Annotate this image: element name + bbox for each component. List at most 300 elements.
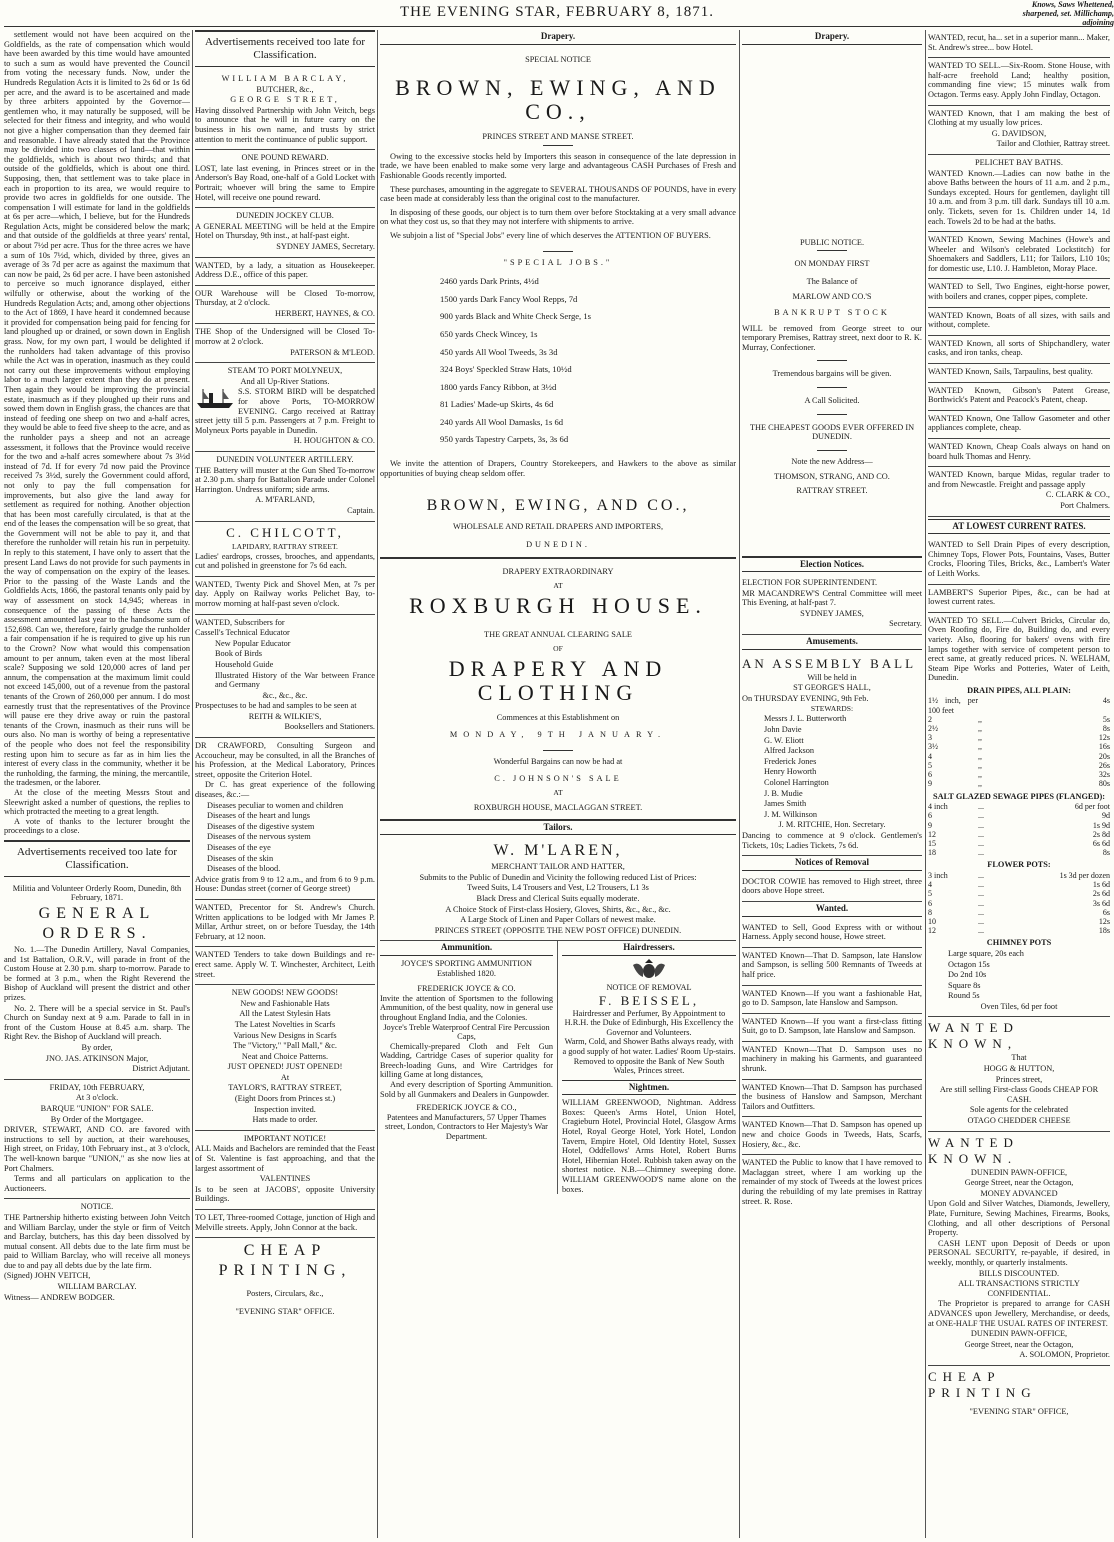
steward-name: Colonel Harrington [764, 778, 829, 787]
shop-body: THE Shop of the Undersigned will be Closed To-morrow at 2 o'clock. [195, 327, 375, 347]
hairdressers-column [558, 941, 736, 1194]
price-cell: ... [978, 898, 984, 908]
price-cell: 4s [1102, 696, 1110, 706]
price-cell: ,, [978, 724, 982, 734]
important-valentines: VALENTINES [259, 1174, 311, 1184]
price-cell: 6 [928, 770, 932, 780]
drain-row [928, 715, 1110, 724]
printing-ad [195, 1238, 375, 1321]
pick-ad [195, 577, 375, 615]
barclay-ad [195, 71, 375, 150]
cassell-item: Book of Birds [215, 649, 263, 659]
steward-name: G. W. Eliott [764, 735, 804, 745]
drapery-invite: We invite the attention of Drapers, Country Storekeepers, and Hawkers to the above as similar opportunities of buying cheap seldom offer. [380, 459, 736, 478]
steam-ad [195, 363, 375, 452]
steward-name: J. M. Wilkinson [764, 809, 817, 819]
hogg-cheese: OTAGO CHEDDER CHEESE [967, 1116, 1071, 1126]
cassell-item: New Popular Educator [215, 638, 291, 648]
steam-body: S.S. STORM BIRD will be despatched for above Ports, TO-MORROW EVENING. Cargo received at Rattray street jetty till 5 p.m. Passengers at 7 p.m. Freight to Molyneux Ports payable in Dunedin. [195, 387, 375, 435]
orders-no1: No. 1.—The Dunedin Artillery, Naval Companies, and 1st Battalion, O.R.V., will parade in front of the Custom House at 2.30 p.m. sharp to-morrow. Parade to be formed at 3 p.m., when the Right Reverend the Bishop of Auckland will present the district and other prizes. [4, 945, 190, 1003]
goods-item: Neat and Choice Patterns. [241, 1051, 329, 1061]
goods-doors: (Eight Doors from Princes st.) [234, 1094, 336, 1104]
price-cell: ... [978, 838, 984, 848]
wanted-list-body: WANTED Known, all sorts of Shipchandlery, water casks, and iron tanks, cheap. [928, 338, 1110, 358]
goods-open: JUST OPENED! JUST OPENED! [227, 1062, 343, 1072]
joyce-body2: Chemically-prepared Cloth and Felt Gun Wadding, Cartridge Cases of superior quality for Breech-loading Guns, and Wire Cartridges for killing Game at long distances, [380, 1041, 553, 1080]
flower-row [928, 880, 1110, 889]
drain-row [928, 752, 1110, 761]
election-ad [742, 575, 922, 635]
sewage-row [928, 821, 1110, 830]
barque-time: At 3 o'clock. [75, 1093, 119, 1103]
article-body: settlement would not have been acquired on the Goldfields, as the rate of compensation which would have been awarded by this time would have amounted to such a sum as would have prevented the Council from voting the necessary funds. Now, under the Hundreds Regulation Acts it is limited to 2s 6d or 1s 6d per acre, and the award is to be ascertained and made by three arbiters appointed by the Governor—gentlemen who, it may naturally be supposed, will be selected for their fitness and integrity, and who would not give a higher compensation than they deemed fair and reasonable. I have already stated that the Province may be divided into two classes of land—that within the goldfields, which is about two thirds; and that outside of the goldfields, which is about one third. Supposing, then, that settlement was to take place in each in proportion to its area, we would require to provide two acres in goldfields for one outside. The compensation I will estimate for land in the goldfields at 6s per acre—which, I believe, but for the Hundreds Regulation Acts, might be considered below the mark; and that outside of the goldfields at three years' rental, or about 7½d per acre. Thus for the three acres we have a sum of 10s 7½d, which, divided by three, gives an average of 3s 7d per acre as against the maximum that can now be paid, 2s 6d per acre. I have been astonished to perceive so much ignorance displayed, either wilfully or otherwise, about the working of the Hundreds Regulation Acts; and, among other objections to the Act of 1869, I have heard it condemned because it provided for compensation being paid for fencing for land ploughed up or drained, or sown down in English grass. Now, for my own part, I would be delighted if the runholders had taken advantage of this proviso while the Act was in operation, inasmuch as they could not carry out these improvements without employing labor to a much larger extent than they do at present. Then again they would be improving the provincial estate, inasmuch as if they ploughed up their runs and sowed them down in English grass, the chances are that instead of feeding one sheep on two and a-half acres, they would be able to feed five sheep to the acre, and as the runholder pays a sheep and not an acreage assessment, it follows that the Province would receive for the two and a-half acres somewhere about 7s 3½d instead of 7d. If for every 7d now paid the Province received 7s 3½d, surely the Government could afford, not only to pay the full compensation for improvements, but also give the land away for settlement as required for nothing. Another objection that has been most carefully circulated, is that at the end of the leases the compensation will be so great, that the Government will not be able to pay it, and that therefore the runholder will retain his run in perpetuity. In reply to this statement, I have only to assert that the present Land Laws do not provide for such payments in the way of compensation on the expiry of the leases. Prior to the passing of the Waste Lands and the Goldfields Acts, 1866, the pastoral tenants only paid by way of assessment on stock 14,945; whereas in consequence of the passing of these Acts the assessment amounted last year to the handsome sum of 152,698. Can we, therefore, fairly grudge the runholder a fair compensation if he is required to give up his run to the Crown? Now what would this compensation amount to per annum, taken even at the most liberal scale? Supposing we sold 120,000 acres of land per annum, the compensation at the maximum limit could not exceed 145,000, out of a revenue from the pastoral tenants of the Crown of 260,000 per annum. I do most earnestly trust that the representatives of the Province will pause ere they drive away or ruin the pastoral tenants of the Crown, inasmuch as their runs will be ours also. No man is worthy of being a representative of the people who does not feel the responsibility resting upon him to secure as far as in him lies the interest of every class in the community, whether it be the runholding, the farming, the mining, the mercantile, the tradesmen, or the laborer. [4, 30, 190, 788]
artillery-ad [195, 452, 375, 522]
hairdressers-heading: Hairdressers. [562, 941, 736, 956]
barque-body: DRIVER, STEWART, AND CO. are favored with instructions to sell by auction, at their warehouses, High street, on Friday, 10th February inst., at 3 o'clock, The well-known barque "UNION," as she now lies at Port Chalmers. [4, 1125, 190, 1173]
wanted-ad [742, 1080, 922, 1118]
price-cell: 6d per foot [1074, 802, 1110, 812]
column-divider [739, 30, 740, 1538]
election-secretary: Secretary. [889, 619, 922, 629]
joyce-body: Invite the attention of Sportsmen to the following Ammunition, of the best quality, now in general use throughout England India, and the Colonies. [380, 993, 553, 1022]
chilcott-body: Ladies' eardrops, crosses, brooches, and appendants, cut and polished in greenstone for 7s 6d each. [195, 551, 375, 571]
wanted-list-ad [928, 411, 1110, 439]
drapery-p3: In disposing of these goods, our object is to turn them over before Stocktaking at a very small advance on what they cost us, so that they may not interfere with shipments to arrive. [380, 207, 736, 227]
important-ad [195, 1131, 375, 1210]
pawn-body: Upon Gold and Silver Watches, Diamonds, Jewellery, Plate, Furniture, Sewing Machines, Firearms, Books, Clothing, and all other descriptions of Personal Property. [928, 1199, 1110, 1238]
pawn-address: George Street, near the Octagon, [964, 1178, 1074, 1188]
hogg-name: HOGG & HUTTON, [983, 1064, 1055, 1074]
drapery-p2: These purchases, amounting in the aggregate to SEVERAL THOUSANDS OF POUNDS, have in every case been made at considerably less than the original cost to the manufacturer. [380, 184, 736, 204]
printing-title: CHEAP PRINTING, [218, 1242, 352, 1280]
jockey-title: DUNEDIN JOCKEY CLUB. [236, 211, 334, 221]
pick-body: WANTED, Twenty Pick and Shovel Men, at 7s per day. Apply on Railway works Pelichet Bay, to-morrow morning at half-past seven o'clock. [195, 579, 375, 608]
important-body: ALL Maids and Bachelors are reminded that the Feast of St. Valentine is fast approaching, and that the largest assortment of [195, 1144, 375, 1173]
crawford-advice: Advice gratis from 9 to 12 a.m., and from 6 to 9 p.m. House: Dundas street (corner of George street) [195, 874, 375, 894]
ball-secretary: J. M. RITCHIE, Hon. Secretary. [778, 820, 886, 830]
firm-address: PRINCES STREET AND MANSE STREET. [482, 132, 634, 142]
price-cell: 9d [1102, 811, 1110, 821]
pawn-conf: ALL TRANSACTIONS STRICTLY CONFIDENTIAL. [958, 1279, 1080, 1298]
hogg-street: Princes street, [995, 1074, 1043, 1084]
price-cell: 1s 3d per dozen [1059, 870, 1110, 880]
price-cell: 2 [928, 714, 932, 724]
hogg-ad [928, 1017, 1110, 1131]
rates-heading: AT LOWEST CURRENT RATES. [928, 519, 1110, 535]
ammunition-column [380, 941, 558, 1194]
hogg-that: That [1011, 1053, 1027, 1063]
tenders-ad [195, 947, 375, 985]
price-cell: 4 [928, 751, 932, 761]
baths-ad [928, 155, 1110, 232]
orders-title: GENERAL ORDERS. [38, 905, 156, 943]
barque-title: BARQUE "UNION" FOR SALE. [40, 1103, 154, 1113]
cassell-item: Illustrated History of the War between France and Germany [215, 670, 375, 690]
joyce-body4: Patentees and Manufacturers, 57 Upper Thames street, London, Contractors to Her Majesty's War Department. [385, 1112, 548, 1142]
beissel-body3: Removed to opposite the Bank of New South Wales, Princes street. [573, 1056, 725, 1076]
ball-hall: ST GEORGE'S HALL, [793, 683, 871, 693]
marlow-monday: ON MONDAY FIRST [794, 259, 870, 269]
printing-office-2: "EVENING STAR" OFFICE, [969, 1406, 1069, 1416]
wanted-list-ad [928, 364, 1110, 383]
column-3 [380, 30, 736, 1538]
price-cell: 4 inch [928, 802, 948, 812]
sale-title: THE GREAT ANNUAL CLEARING SALE [484, 630, 632, 640]
wanted-body: WANTED Known—If you want a first-class fitting Suit, go to D. Sampson, late Hanslow and Sampson. [742, 1016, 922, 1036]
wanted-list-ad [928, 336, 1110, 364]
barque-ad [4, 1080, 190, 1200]
housekeeper-ad [195, 258, 375, 286]
mlaren-l2: Tweed Suits, L4 Trousers and Vest, L2 Trousers, L1 3s [467, 883, 649, 893]
orders-sign: JNO. JAS. ATKINSON Major, [45, 1053, 149, 1063]
price-cell: 5 [928, 889, 932, 899]
drain-row [928, 733, 1110, 742]
jockey-sign: SYDNEY JAMES, Secretary. [276, 241, 375, 251]
notice-signed2: WILLIAM BARCLAY. [57, 1282, 137, 1292]
job-item: 240 yards All Wool Damasks, 1s 6d [440, 416, 564, 427]
mlaren-ad [380, 838, 736, 941]
election-sign: SYDNEY JAMES, [800, 608, 864, 618]
jockey-body: A GENERAL MEETING will be held at the Empire Hotel on Thursday, 9th inst., at half-past eight. [195, 221, 375, 241]
bargains: Wonderful Bargains can now be had at [493, 756, 623, 766]
price-cell: 12 [928, 829, 936, 839]
price-cell: 8 [928, 907, 932, 917]
cottage-ad [195, 1210, 375, 1238]
flower-row [928, 917, 1110, 926]
wanted-heading: Wanted. [742, 902, 922, 917]
price-cell: 1½ inch, per 100 feet [928, 696, 978, 715]
drain-pipes-title: DRAIN PIPES, ALL PLAIN: [967, 685, 1071, 695]
sewage-row [928, 830, 1110, 839]
greenwood-body: WILLIAM GREENWOOD, Nightman. Address Boxes: Queen's Arms Hotel, Union Hotel, Cragieburn Hotel, Provincial Hotel, Glasgow Arms Hotel, Royal George Hotel, York Hotel, London Tavern, Empire Hotel, Old Identity Hotel, Sussex Hotel, Oddfellows' Arms Hotel, Robert Burns Hotel, Hibernian Hotel. Rubbish taken away on the shortest notice. N.B.—Chimney sweeping done. WILLIAM GREENWOOD'S name alone on the boxes. [562, 1098, 736, 1194]
chimney-row: Square 8s [948, 980, 981, 990]
job-item: 1800 yards Fancy Ribbon, at 3½d [440, 381, 557, 392]
firm-city: DUNEDIN. [526, 539, 590, 549]
price-cell: 6 [928, 811, 932, 821]
wanted-list-body: WANTED Known, Cheap Coals always on hand on board hulk Thomas and Henry. [928, 442, 1110, 461]
goods-item: Various New Designs in Scarfs [233, 1030, 337, 1040]
joyce-est: Established 1820. [437, 968, 496, 978]
joyce-firm: FREDERICK JOYCE & CO. [417, 984, 516, 994]
goods-item: New and Fashionable Hats [240, 998, 330, 1008]
column-divider [925, 30, 926, 1538]
wanted-ad [742, 1042, 922, 1080]
wanted-list-body: WANTED Known, Sails, Tarpaulins, best quality. [928, 367, 1093, 377]
crawford-item: Diseases peculiar to women and children [207, 800, 344, 810]
cassell-sign2: Booksellers and Stationers. [284, 722, 375, 732]
baths-title: PELICHET BAY BATHS. [975, 157, 1063, 167]
crawford-item: Diseases of the eye [207, 843, 271, 852]
price-cell: 4 [928, 880, 932, 890]
artillery-title: DUNEDIN VOLUNTEER ARTILLERY. [216, 455, 354, 464]
chimney-row: Do 2nd 10s [948, 970, 987, 980]
stone-house-ad [928, 58, 1110, 105]
commences: Commences at this Establishment on [496, 712, 620, 722]
election-heading: Election Notices. [742, 556, 922, 573]
davidson-ad [928, 106, 1110, 155]
column-divider [377, 30, 378, 1538]
pawn-address2: George Street, near the Octagon, [964, 1339, 1074, 1349]
job-item: 2460 yards Dark Prints, 4½d [440, 276, 539, 287]
steam-sign: H. HOUGHTON & CO. [293, 436, 375, 446]
clark-sign: C. CLARK & CO., [1045, 490, 1110, 500]
warehouse-body: OUR Warehouse will be Closed To-morrow, Thursday, at 2 o'clock. [195, 288, 375, 308]
hogg-body: Are still selling First-class Goods CHEAP FOR CASH. [939, 1085, 1099, 1104]
price-cell: 12 [928, 926, 936, 936]
ball-held: Will be held in [807, 672, 857, 682]
artillery-sign: A. M'FARLAND, [255, 495, 315, 505]
marlow-tremendous: Tremendous bargains will be given. [772, 369, 892, 379]
price-cell: 5 [928, 760, 932, 770]
column-divider [192, 30, 193, 1538]
public-notice: PUBLIC NOTICE. [799, 237, 865, 247]
sewage-row [928, 848, 1110, 857]
wanted-body: WANTED Known—That D. Sampson uses no machinery in making his Garments, and guaranteed shrunk. [742, 1044, 922, 1074]
orders-place: Militia and Volunteer Orderly Room, Dunedin, 8th February, 1871. [12, 883, 182, 903]
crawford-item: Diseases of the blood. [207, 864, 281, 874]
wanted-body: WANTED Known—If you want a fashionable Hat, go to D. Sampson, late Hanslow and Sampson. [742, 988, 922, 1008]
pawn-cash: CASH LENT upon Deposit of Deeds or upon PERSONAL SECURITY, re-payable, if desired, in weekly, monthly, or quarterly instalments. [928, 1238, 1110, 1267]
price-cell: 8s [1102, 724, 1110, 734]
mlaren-l1: Submits to the Public of Dunedin and Vicinity the following reduced List of Prices: [419, 872, 697, 882]
price-cell: ... [978, 848, 984, 858]
jockey-ad [195, 208, 375, 257]
ball-tickets: Dancing to commence at 9 o'clock. Gentlemen's Tickets, 10s; Ladies Tickets, 7s 6d. [742, 830, 922, 850]
article-vote: A vote of thanks to the lecturer brought the proceedings to a close. [4, 816, 190, 836]
pawn-title: WANTED KNOWN. [928, 1134, 1019, 1166]
macandrew-body: MR MACANDREW'S Central Committee will meet This Evening, at half-past 7. [742, 588, 922, 608]
mlaren-l5: A Large Stock of Linen and Paper Collars of newest make. [460, 915, 656, 925]
wanted-body: WANTED Known—That D. Sampson has opened up new and choice Goods in Tweeds, Hats, Scarfs, Hosiery, &c., &c. [742, 1120, 922, 1149]
steam-title: STEAM TO PORT MOLYNEUX, [227, 366, 343, 376]
cottage-body: TO LET, Three-roomed Cottage, junction of High and Melville streets. Apply, John Connor at the back. [195, 1213, 375, 1232]
roxburgh-address: ROXBURGH HOUSE, MACLAGGAN STREET. [473, 803, 643, 812]
steward-name: J. B. Mudie [764, 788, 803, 798]
flower-title: FLOWER POTS: [987, 860, 1051, 870]
wanted-ad [742, 986, 922, 1014]
lambert-body: LAMBERT'S Superior Pipes, &c., can be had at lowest current rates. [928, 587, 1110, 607]
column-4 [742, 30, 922, 1538]
firm-title: BROWN, EWING, AND CO., [395, 75, 721, 125]
drain-row [928, 779, 1110, 788]
thomson-strang: THOMSON, STRANG, AND CO. [774, 472, 890, 482]
orders-rank: District Adjutant. [132, 1064, 190, 1074]
reward-title: ONE POUND REWARD. [241, 153, 329, 163]
precentor-body: WANTED, Precentor for St. Andrew's Church. Written applications to be lodged with Mr James P. Millar, Arthur street, on or before Tuesday, the 14th February, at 12 noon. [195, 902, 375, 941]
price-cell: 10 [928, 916, 936, 926]
barque-mortgagee: By Order of the Mortgagee. [50, 1114, 144, 1124]
drapery-heading-2: Drapery. [742, 30, 922, 45]
clark-port: Port Chalmers. [1060, 500, 1110, 510]
pawn-name: DUNEDIN PAWN-OFFICE, [970, 1167, 1068, 1177]
artillery-body: THE Battery will muster at the Gun Shed To-morrow at 2.30 p.m. sharp for Battalion Parade under Colonel Harrington. Undress uniform; side arms. [195, 465, 375, 494]
reward-ad [195, 150, 375, 208]
precentor-ad [195, 900, 375, 947]
price-cell: ,, [978, 779, 982, 789]
masthead: THE EVENING STAR, FEBRUARY 8, 1871. [399, 4, 715, 20]
price-cell: 2s 6d [1092, 889, 1110, 899]
corner-fragment: Knows, Saws Whettened, sharpened, set. Millichamp, adjoining [1022, 0, 1114, 27]
price-cell: 16s [1098, 742, 1110, 752]
wanted-ad [742, 1155, 922, 1211]
amusements-heading: Amusements. [742, 635, 922, 650]
marlow-cheapest: THE CHEAPEST GOODS EVER OFFERED IN DUNEDIN. [749, 422, 915, 442]
shop-ad [195, 324, 375, 363]
steward-name: Alfred Jackson [764, 746, 814, 756]
steward-name: Messrs J. L. Butterworth [764, 714, 847, 724]
steamship-icon [195, 387, 235, 409]
extra-at: AT [553, 581, 563, 591]
job-item: 324 Boys' Speckled Straw Hats, 10½d [440, 364, 572, 375]
price-cell: 15 [928, 838, 936, 848]
reward-body: LOST, late last evening, in Princes street or in the Anderson's Bay Road, one-half of a Gold Locket with Portrait; whoever will bring the same to Empire Hotel, will receive one pound reward. [195, 163, 375, 202]
price-cell: ,, [978, 751, 982, 761]
price-cell [978, 696, 1058, 714]
firm-title-2: BROWN, EWING, AND CO., [426, 497, 690, 515]
crawford-item: Diseases of the nervous system [207, 832, 311, 842]
notice-witness: Witness— ANDREW BODGER. [4, 1292, 115, 1302]
important-title: IMPORTANT NOTICE! [243, 1133, 327, 1143]
removal-heading: Notices of Removal [742, 856, 922, 871]
goods-item: All the Latest Stylesin Hats [239, 1009, 331, 1019]
wanted-list-ad [928, 383, 1110, 411]
price-cell: ... [978, 870, 984, 880]
cassell-etc: &c., &c., &c. [262, 690, 308, 700]
chilcott-ad [195, 522, 375, 577]
wanted-top-ad [928, 30, 1110, 58]
hogg-body2: Sole agents for the celebrated [969, 1105, 1069, 1115]
oven-tiles: Oven Tiles, 6d per foot [980, 1001, 1058, 1011]
joyce-title: JOYCE'S SPORTING AMMUNITION [401, 958, 532, 968]
wanted-top-body: WANTED, recut, ha... set in a superior mann... Maker, St. Andrew's stree... bow Hotel. [928, 33, 1110, 52]
extra-heading: DRAPERY EXTRAORDINARY [502, 567, 614, 577]
barclay-title: WILLIAM BARCLAY, [221, 74, 349, 83]
price-cell: ... [978, 820, 984, 830]
pawn-money: MONEY ADVANCED [980, 1188, 1058, 1198]
wholesale: WHOLESALE AND RETAIL DRAPERS AND IMPORTERS, [452, 522, 664, 532]
ammunition-heading: Ammunition. [380, 941, 553, 956]
drain-row [928, 761, 1110, 770]
ball-stewards: STEWARDS: [810, 704, 854, 714]
price-cell: 80s [1098, 779, 1110, 789]
price-cell: 3 inch [928, 870, 948, 880]
chimney-row: Octagon 15s [948, 959, 990, 969]
chimney-row: Large square, 20s each [948, 948, 1024, 958]
price-cell: ,, [978, 733, 982, 743]
drapery-clothing: DRAPERY AND CLOTHING [448, 655, 668, 705]
special-notice: SPECIAL NOTICE [525, 54, 591, 64]
drapery-p4: We subjoin a list of "Special Jobs" every line of which deserves the ATTENTION OF BUYERS. [390, 230, 711, 240]
drain-row [928, 696, 1110, 714]
wanted-ad [742, 1117, 922, 1155]
johnson-sale: C. JOHNSON'S SALE [494, 774, 622, 784]
ball-date: On THURSDAY EVENING, 9th Feb. [742, 693, 869, 703]
warehouse-ad [195, 286, 375, 325]
notice-title: NOTICE. [80, 1202, 114, 1212]
drain-row [928, 724, 1110, 733]
hogg-title: WANTED KNOWN, [928, 1020, 1019, 1052]
price-cell: 6s [1102, 907, 1110, 917]
roxburgh-title: ROXBURGH HOUSE. [409, 593, 707, 619]
johnson-at: AT [553, 788, 563, 797]
price-cell: ,, [978, 770, 982, 780]
masthead-rule [4, 26, 1110, 27]
flower-row [928, 926, 1110, 935]
chimney-title: CHIMNEY POTS [986, 938, 1052, 948]
election-title: ELECTION FOR SUPERINTENDENT. [742, 578, 878, 588]
jobs-list [380, 273, 736, 449]
steward-name: Henry Howorth [764, 767, 817, 777]
barclay-body: Having dissolved Partnership with John Veitch, begs to announce that he will in future carry on the business in his own name, and trusts by strict attention to merit the continuance of public support. [195, 105, 375, 144]
wanted-ad [742, 1014, 922, 1042]
price-cell: ,, [978, 742, 982, 752]
printing-office: "EVENING STAR" OFFICE. [235, 1306, 335, 1316]
sale-of: OF [553, 643, 563, 653]
joyce-body3: And every description of Sporting Ammunition. Sold by all Gunmakers and Dealers in Gunpowder. [380, 1080, 553, 1099]
drain-row [928, 770, 1110, 779]
drain-ad [928, 537, 1110, 584]
price-cell: 9 [928, 779, 932, 789]
price-cell: 6 [928, 898, 932, 908]
flower-row [928, 871, 1110, 880]
wanted-list-ad [928, 308, 1110, 336]
beissel-body2: Warm, Cold, and Shower Baths always ready, with a good supply of hot water. Ladies' Room Up-stairs. [562, 1037, 736, 1056]
important-body2: Is to be seen at JACOBS', opposite University Buildings. [195, 1184, 375, 1204]
goods-inspect: Inspection invited. [254, 1104, 316, 1114]
stone-house-body: WANTED TO SELL.—Six-Room. Stone House, with half-acre freehold Land; healthy position, commanding fine view; 15 minutes walk from Octagon. Terms easy. Apply John Findlay, Octagon. [928, 61, 1110, 99]
artillery-rank: Captain. [347, 505, 375, 515]
marlow-name: MARLOW AND CO.'S [792, 292, 872, 302]
wanted-list-ad [928, 439, 1110, 467]
joyce-firm2: FREDERICK JOYCE & CO., [416, 1103, 517, 1113]
steward-name: Frederick Jones [764, 756, 817, 766]
royal-crest-icon [629, 959, 669, 981]
davidson-body: WANTED Known, that I am making the best of Clothing at my usually low prices. [928, 108, 1110, 128]
ball-ad [742, 653, 922, 857]
wanted-list-ad [928, 279, 1110, 307]
chimney-row: Round 5s [948, 991, 980, 1001]
job-item: 950 yards Tapestry Carpets, 3s, 3s 6d [440, 434, 569, 445]
crawford-body: DR CRAWFORD, Consulting Surgeon and Accoucheur, may be consulted, in all the Branches of his Profession, at the Medical Laboratory, Princes street, opposite the Criterion Hotel. [195, 741, 375, 779]
wanted-list-body: WANTED Known, Gibson's Patent Grease, Borthwick's Patent and Peacock's Patent, cheap. [928, 385, 1110, 405]
shop-sign: PATERSON & M'LEOD. [290, 347, 375, 357]
barque-date: FRIDAY, 10th FEBRUARY, [49, 1082, 145, 1092]
cassell-name: Cassell's Technical Educator [195, 628, 290, 638]
goods-taylor: TAYLOR'S, RATTRAY STREET, [228, 1083, 342, 1093]
crawford-item: Diseases of the skin [207, 853, 274, 863]
cowie-body: DOCTOR COWIE has removed to High street, three doors above Hope street. [742, 876, 922, 896]
orders-no2: No. 2. There will be a special service in St. Paul's Church on Sunday next at 9 a.m. Parade to fall in in front of the Custom House at 8.45 a.m. sharp. The Right Rev. the Bishop of Auckland will preach. [4, 1003, 190, 1042]
late-ads-heading-2: Advertisements received too late for Classification. [195, 30, 375, 67]
price-cell: ... [978, 811, 984, 821]
price-cell: 18 [928, 848, 936, 858]
marlow-note: Note the new Address— [791, 456, 873, 466]
price-cell: 32s [1098, 770, 1110, 780]
baths-body: WANTED Known.—Ladies can now bathe in the above Baths between the hours of 11 a.m. and 2 p.m., Sundays excepted. Hours for gentlemen, daylight till 10 a.m. and from 3 p.m. till dark. Sundays till 10 a.m. only. Tickets, seven for 1s. Children under 14, 1d each. Towels 2d to be had at the baths. [928, 168, 1110, 226]
tenders-body: WANTED Tenders to take down Buildings and re-erect same. Apply W. T. Winchester, Architect, Leith street. [195, 950, 375, 979]
price-cell: 6s 6d [1092, 838, 1110, 848]
cassell-item: Household Guide [215, 659, 274, 669]
price-cell: ... [978, 802, 984, 812]
crawford-body2: Dr C. has great experience of the following diseases, &c.:— [195, 780, 375, 800]
pawn-ad [928, 1132, 1110, 1366]
wanted-ad [742, 920, 922, 948]
wanted-body: WANTED the Public to know that I have removed to Maclaggan street, where I am working up the remainder of my stock of Tweeds at the lowest prices during the rebuilding of my late premises in Rattray street. R. Rose. [742, 1158, 922, 1206]
column-2 [195, 30, 375, 1538]
steam-sub: And all Up-River Stations. [240, 376, 330, 386]
mlaren-title: W. M'LAREN, [493, 842, 623, 860]
wanted-body: WANTED Known—That D. Sampson, late Hanslow and Sampson, is selling 500 Remnants of Tweeds at half price. [742, 950, 922, 979]
